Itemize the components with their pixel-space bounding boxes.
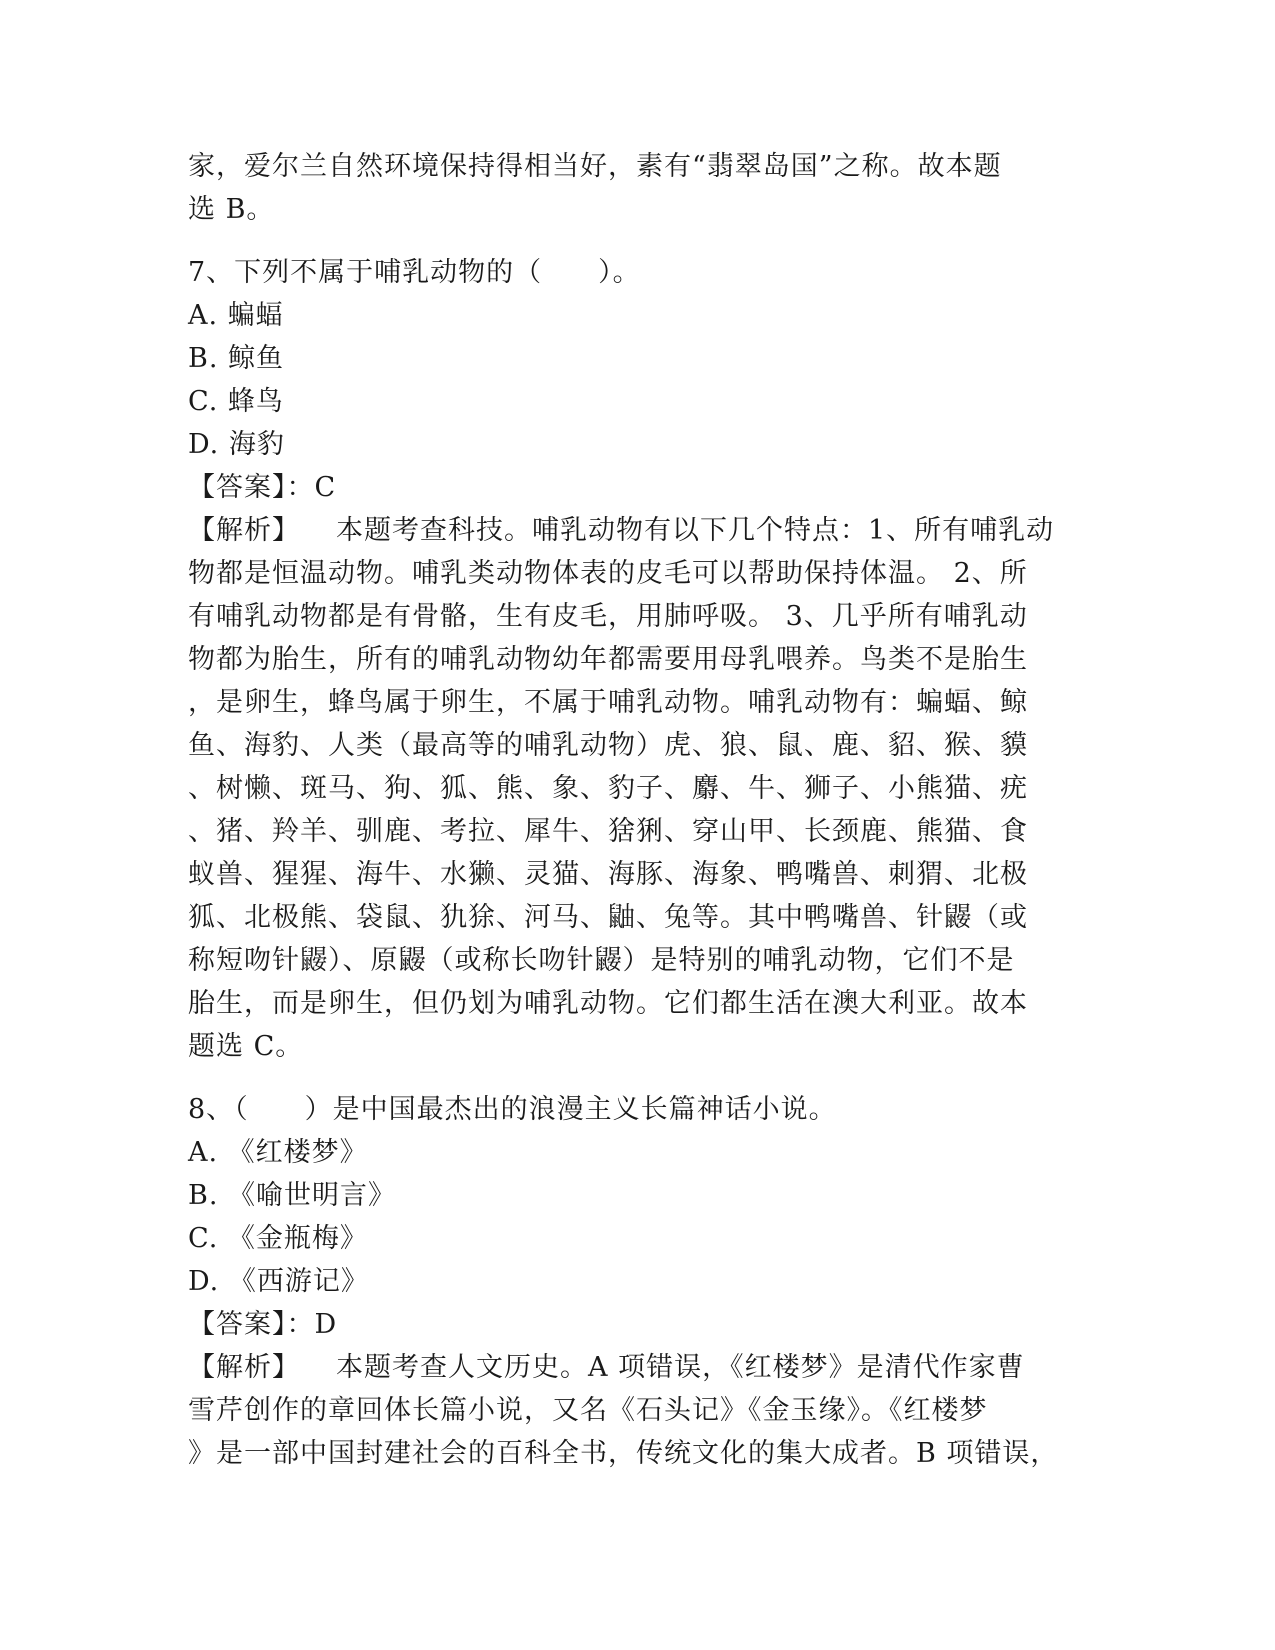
analysis-text: 本题考查人文历史。A 项错误，《红楼梦》是清代作家曹 — [336, 1352, 1025, 1383]
question-7-analysis-first-line — [188, 509, 1088, 552]
question-7-option-b: B. 鲸鱼 — [188, 343, 285, 374]
previous-explanation-tail — [188, 145, 1088, 231]
question-7-option-a: A. 蝙蝠 — [188, 300, 284, 331]
analysis-line: 物都为胎生，所有的哺乳动物幼年都需要用母乳喂养。鸟类不是胎生 — [188, 644, 1028, 675]
analysis-line: 》是一部中国封建社会的百科全书，传统文化的集大成者。B 项错误， — [188, 1438, 1059, 1469]
question-8-analysis-first-line — [188, 1346, 1088, 1389]
question-7-option-c: C. 蜂鸟 — [188, 386, 284, 417]
text-line: 选 B。 — [188, 194, 275, 225]
analysis-line: 胎生，而是卵生，但仍划为哺乳动物。它们都生活在澳大利亚。故本 — [188, 988, 1028, 1019]
text-line: 家，爱尔兰自然环境保持得相当好，素有“翡翠岛国”之称。故本题 — [188, 151, 1002, 182]
analysis-label: 【解析】 — [188, 515, 300, 546]
question-8-option-c: C. 《金瓶梅》 — [188, 1223, 368, 1254]
answer-label: 【答案】 — [188, 1309, 287, 1340]
answer-value: ：D — [286, 1309, 338, 1340]
analysis-line: 称短吻针鼹）、原鼹（或称长吻针鼹）是特别的哺乳动物，它们不是 — [188, 945, 1015, 976]
analysis-line: 雪芹创作的章回体长篇小说，又名《石头记》《金玉缘》。《红楼梦 — [188, 1395, 988, 1426]
question-8-stem: 8、（ ）是中国最杰出的浪漫主义长篇神话小说。 — [188, 1094, 837, 1125]
question-7-answer — [188, 466, 1088, 509]
analysis-line: 物都是恒温动物。哺乳类动物体表的皮毛可以帮助保持体温。 2、所 — [188, 558, 1028, 589]
analysis-line: 蚁兽、猩猩、海牛、水獭、灵猫、海豚、海象、鸭嘴兽、刺猬、北极 — [188, 859, 1028, 890]
document-page — [188, 145, 1088, 1475]
question-8-answer — [188, 1303, 1088, 1346]
question-8-option-b: B. 《喻世明言》 — [188, 1180, 397, 1211]
answer-label: 【答案】 — [188, 472, 287, 503]
analysis-line: 狐、北极熊、袋鼠、犰狳、河马、鼬、兔等。其中鸭嘴兽、针鼹（或 — [188, 902, 1028, 933]
question-8-option-a: A. 《红楼梦》 — [188, 1137, 368, 1168]
question-7-stem: 7、下列不属于哺乳动物的（ ）。 — [188, 257, 641, 288]
analysis-line: 、猪、羚羊、驯鹿、考拉、犀牛、猞猁、穿山甲、长颈鹿、熊猫、食 — [188, 816, 1028, 847]
analysis-text: 本题考查科技。哺乳动物有以下几个特点：1、所有哺乳动 — [336, 515, 1055, 546]
question-7 — [188, 251, 1088, 1068]
question-7-option-d: D. 海豹 — [188, 429, 285, 460]
analysis-line: 题选 C。 — [188, 1031, 304, 1062]
analysis-line: 有哺乳动物都是有骨骼，生有皮毛，用肺呼吸。 3、几乎所有哺乳动 — [188, 601, 1028, 632]
analysis-label: 【解析】 — [188, 1352, 300, 1383]
question-8 — [188, 1088, 1088, 1475]
analysis-line: 、树懒、斑马、狗、狐、熊、象、豹子、麝、牛、狮子、小熊猫、疣 — [188, 773, 1028, 804]
analysis-line: 鱼、海豹、人类（最高等的哺乳动物）虎、狼、鼠、鹿、貂、猴、貘 — [188, 730, 1028, 761]
answer-value: ：C — [286, 472, 337, 503]
analysis-line: ，是卵生，蜂鸟属于卵生，不属于哺乳动物。哺乳动物有：蝙蝠、鲸 — [188, 687, 1028, 718]
question-8-option-d: D. 《西游记》 — [188, 1266, 369, 1297]
